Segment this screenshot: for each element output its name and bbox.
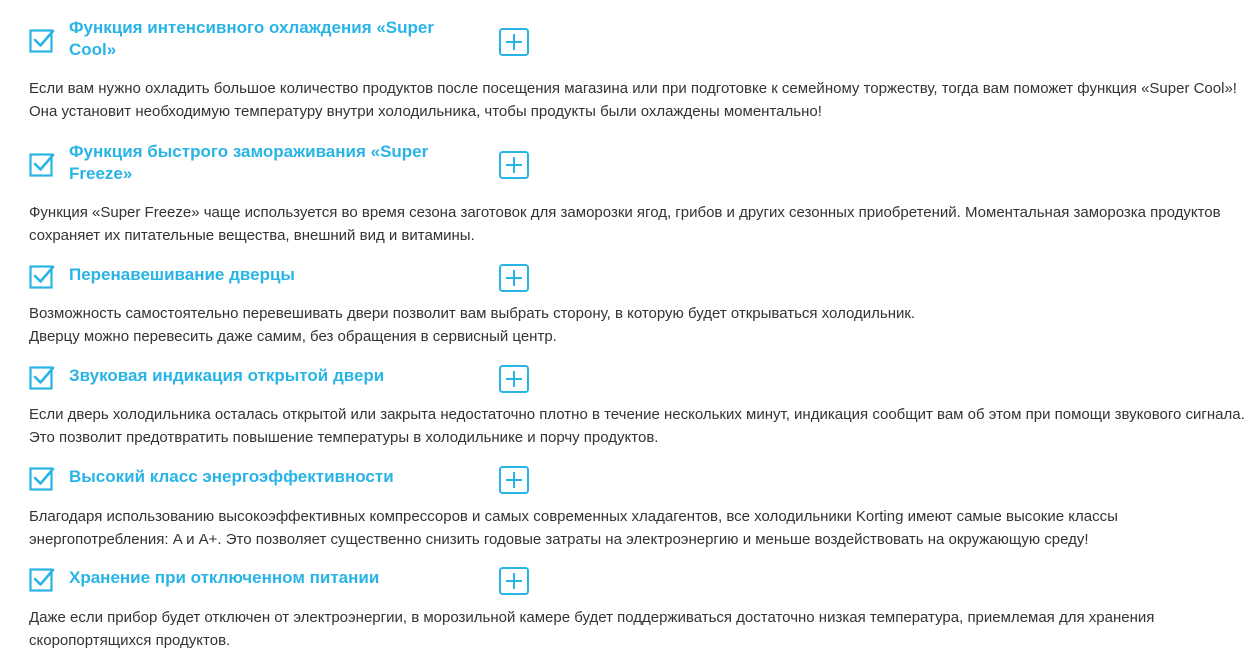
feature-description: Благодаря использованию высокоэффективных компрессоров и самых современных хладагентов, все холодильники Korting имеют самые высокие классы энергопотребления: A и A+. Это позволяет существенно снизить годовые затраты на электроэнергию и меньше воздействовать на окружающую среду!	[29, 508, 1118, 548]
feature-title: Функция интенсивного охлаждения «Super Cool»	[69, 18, 434, 59]
plus-square-icon	[499, 567, 529, 595]
feature-description: Если дверь холодильника осталась открытой или закрыта недостаточно плотно в течение нескольких минут, индикация сообщит вам об этом при помощи звукового сигнала. Это позволит предотвратить повышение температуры в холодильнике и порчу продуктов.	[29, 406, 1245, 446]
feature-title: Высокий класс энергоэффективности	[69, 467, 394, 486]
plus-square-icon	[499, 28, 529, 56]
checkbox-checked-icon	[29, 364, 55, 390]
feature-title: Функция быстрого замораживания «Super Freeze»	[69, 142, 429, 183]
checkbox-checked-icon	[29, 151, 55, 177]
plus-square-icon	[499, 264, 529, 292]
feature-description: Функция «Super Freeze» чаще используется во время сезона заготовок для заморозки ягод, грибов и других сезонных приобретений. Моментальная заморозка продуктов сохраняет их питательные вещества, внешний вид и витамины.	[29, 204, 1221, 244]
checkbox-checked-icon	[29, 27, 55, 53]
plus-square-icon	[499, 365, 529, 393]
feature-title: Перенавешивание дверцы	[69, 265, 295, 284]
plus-square-icon	[499, 466, 529, 494]
feature-title: Хранение при отключенном питании	[69, 568, 380, 587]
expand-button[interactable]	[499, 264, 529, 292]
plus-square-icon	[499, 151, 529, 179]
expand-button[interactable]	[499, 365, 529, 393]
expand-button[interactable]	[499, 28, 529, 56]
feature-description: Если вам нужно охладить большое количество продуктов после посещения магазина или при подготовке к семейному торжеству, тогда вам поможет функция «Super Cool»! Она установит необходимую температуру внутри холодильника, чтобы продукты были охлаждены моментально!	[29, 80, 1237, 120]
checkbox-checked-icon	[29, 263, 55, 289]
feature-description: Возможность самостоятельно перевешивать двери позволит вам выбрать сторону, в которую будет открываться холодильник. Дверцу можно перевесить даже самим, без обращения в сервисный центр.	[29, 305, 916, 345]
checkbox-checked-icon	[29, 566, 55, 592]
expand-button[interactable]	[499, 466, 529, 494]
checkbox-checked-icon	[29, 465, 55, 491]
feature-description: Даже если прибор будет отключен от электроэнергии, в морозильной камере будет поддерживаться достаточно низкая температура, приемлемая для хранения скоропортящихся продуктов.	[29, 609, 1155, 649]
expand-button[interactable]	[499, 567, 529, 595]
expand-button[interactable]	[499, 151, 529, 179]
feature-title: Звуковая индикация открытой двери	[69, 366, 385, 385]
